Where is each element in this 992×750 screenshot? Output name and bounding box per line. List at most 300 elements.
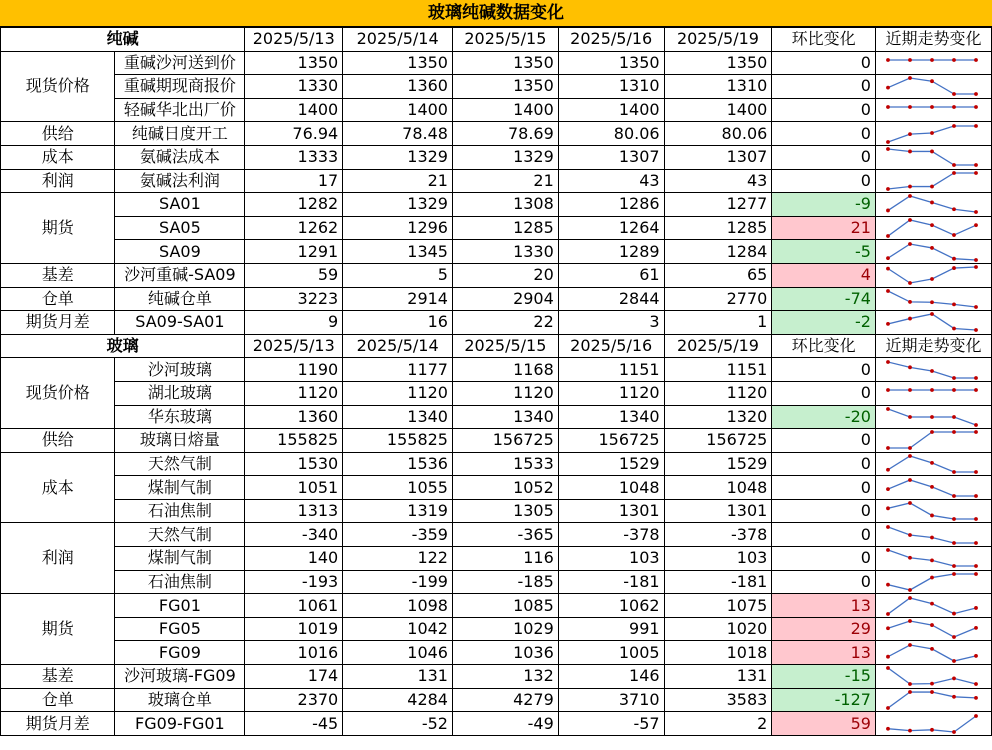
table-row [1,287,992,311]
value-cell: 9 [245,311,343,335]
table-row [1,641,992,665]
change-cell: 0 [772,358,876,382]
value-cell: 156725 [452,429,558,453]
sparkline [876,123,991,145]
date-header: 2025/5/13 [245,334,343,358]
value-cell: 1285 [664,216,772,240]
sparkline-point [930,201,934,205]
category-cell: 现货价格 [1,51,115,122]
value-cell: 156725 [664,429,772,453]
category-cell: 供给 [1,429,115,453]
sparkline-cell [875,240,991,264]
sparkline-point [908,150,912,154]
sparkline-point [908,281,912,285]
value-cell: 3223 [245,287,343,311]
value-cell: 1286 [558,193,664,217]
section-header-row [1,28,992,52]
sparkline-cell [875,476,991,500]
sparkline [876,477,991,499]
item-cell: 沙河玻璃 [115,358,245,382]
date-header: 2025/5/16 [558,28,664,52]
value-cell: 1305 [452,499,558,523]
date-header: 2025/5/19 [664,334,772,358]
sparkline-point [930,246,934,250]
sparkline-point [952,233,956,237]
value-cell: 122 [343,547,453,571]
change-cell: -127 [772,688,876,712]
sparkline-point [974,682,978,686]
sparkline-point [930,150,934,154]
sparkline-point [974,430,978,434]
change-cell: 0 [772,523,876,547]
table-row [1,665,992,689]
item-cell: SA09 [115,240,245,264]
value-cell: 17 [245,169,343,193]
sparkline-point [908,300,912,304]
table-row [1,311,992,335]
value-cell: 1018 [664,641,772,665]
sparkline-point [886,655,890,659]
value-cell: 1048 [664,476,772,500]
table-row [1,75,992,99]
value-cell: 155825 [245,429,343,453]
value-cell: 1350 [452,51,558,75]
value-cell: 146 [558,665,664,689]
sparkline-cell [875,51,991,75]
sparkline-point [930,223,934,227]
date-header: 2025/5/19 [664,28,772,52]
item-cell: 煤制气制 [115,547,245,571]
sparkline-cell [875,122,991,146]
sparkline-point [930,485,934,489]
sparkline-cell [875,358,991,382]
table-row [1,240,992,264]
sparkline-point [908,454,912,458]
sparkline-point [908,643,912,647]
sparkline-line [888,550,976,566]
sparkline [876,241,991,263]
value-cell: 1055 [343,476,453,500]
value-cell: 1301 [664,499,772,523]
sparkline-point [952,266,956,270]
value-cell: 1061 [245,594,343,618]
value-cell: 155825 [343,429,453,453]
sparkline-point [974,305,978,309]
value-cell: 43 [664,169,772,193]
change-cell: -74 [772,287,876,311]
value-cell: 131 [343,665,453,689]
value-cell: 1536 [343,452,453,476]
change-cell: 0 [772,75,876,99]
sparkline [876,429,991,451]
sparkline-point [974,211,978,215]
sparkline-point [908,682,912,686]
sparkline [876,217,991,239]
sparkline-cell [875,381,991,405]
sparkline-point [930,430,934,434]
change-cell: 0 [772,547,876,571]
value-cell: 1282 [245,193,343,217]
sparkline-point [974,564,978,568]
change-cell: 13 [772,594,876,618]
value-cell: 1291 [245,240,343,264]
value-cell: 1085 [452,594,558,618]
sparkline-point [952,124,956,128]
value-cell: 1340 [452,405,558,429]
sparkline-point [886,58,890,62]
date-header: 2025/5/16 [558,334,664,358]
sparkline-point [908,105,912,109]
sparkline [876,500,991,522]
sparkline-point [974,470,978,474]
value-cell: -359 [343,523,453,547]
value-cell: 1120 [558,381,664,405]
sparkline-cell [875,594,991,618]
sparkline-point [930,131,934,135]
sparkline-point [908,478,912,482]
sparkline-point [930,461,934,465]
sparkline [876,170,991,192]
value-cell: 3710 [558,688,664,712]
sparkline-line [888,220,976,236]
value-cell: 1 [664,311,772,335]
change-cell: -9 [772,193,876,217]
table-row [1,688,992,712]
sparkline-point [886,583,890,587]
value-cell: 2904 [452,287,558,311]
sparkline-point [974,105,978,109]
sparkline-point [930,690,934,694]
item-cell: 华东玻璃 [115,405,245,429]
change-cell: 21 [772,216,876,240]
sparkline-point [952,611,956,615]
value-cell: 1052 [452,476,558,500]
value-cell: 1400 [343,98,453,122]
date-header: 2025/5/15 [452,334,558,358]
sparkline-point [974,171,978,175]
value-cell: 1529 [558,452,664,476]
sparkline-point [952,677,956,681]
sparkline-point [908,728,912,732]
sparkline-point [952,327,956,331]
date-header: 2025/5/14 [343,28,453,52]
sparkline-point [974,626,978,630]
item-cell: FG09 [115,641,245,665]
table-row [1,216,992,240]
sparkline-cell [875,523,991,547]
sparkline-line [888,291,976,307]
sparkline-point [908,501,912,505]
sparkline-point [952,494,956,498]
value-cell: 80.06 [558,122,664,146]
sparkline-point [886,267,890,271]
sparkline-point [930,58,934,62]
sparkline-point [930,682,934,686]
sparkline [876,288,991,310]
value-cell: 4284 [343,688,453,712]
value-cell: 43 [558,169,664,193]
value-cell: 2914 [343,287,453,311]
table-row [1,358,992,382]
sparkline-cell [875,429,991,453]
table-row [1,570,992,594]
sparkline-point [952,541,956,545]
value-cell: 1350 [558,51,664,75]
sparkline-point [974,541,978,545]
sparkline-point [974,258,978,262]
sparkline-point [908,388,912,392]
category-cell: 基差 [1,665,115,689]
sparkline-point [974,376,978,380]
category-cell: 利润 [1,169,115,193]
value-cell: 21 [452,169,558,193]
sparkline-line [888,527,976,543]
value-cell: 5 [343,263,453,287]
sparkline-point [908,58,912,62]
item-cell: 纯碱仓单 [115,287,245,311]
sparkline-point [930,647,934,651]
value-cell: 3583 [664,688,772,712]
value-cell: 1400 [664,98,772,122]
value-cell: 21 [343,169,453,193]
value-cell: 1262 [245,216,343,240]
value-cell: 1307 [664,145,772,169]
sparkline-point [886,140,890,144]
table-row [1,547,992,571]
sparkline-point [952,302,956,306]
category-cell: 仓单 [1,287,115,311]
value-cell: 1329 [343,145,453,169]
change-cell: 59 [772,712,876,736]
sparkline [876,406,991,428]
value-cell: 1307 [558,145,664,169]
sparkline [876,193,991,215]
sparkline-point [908,195,912,199]
sparkline-cell [875,570,991,594]
change-cell: 0 [772,570,876,594]
sparkline [876,547,991,569]
sparkline-cell [875,216,991,240]
sparkline-point [886,507,890,511]
value-cell: 156725 [558,429,664,453]
sparkline-point [952,635,956,639]
section-header-row [1,334,992,358]
value-cell: 1296 [343,216,453,240]
sparkline-point [886,666,890,670]
sparkline-point [908,690,912,694]
value-cell: -52 [343,712,453,736]
sparkline-point [974,223,978,227]
sparkline [876,99,991,121]
value-cell: 1400 [558,98,664,122]
change-cell: 0 [772,499,876,523]
sparkline-line [888,692,976,708]
sparkline [876,713,991,735]
sparkline-point [974,124,978,128]
sparkline-point [886,187,890,191]
change-cell: 29 [772,617,876,641]
table-row [1,122,992,146]
value-cell: 1151 [664,358,772,382]
sparkline [876,618,991,640]
value-cell: 1020 [664,617,772,641]
sparkline-point [886,612,890,616]
value-cell: 1340 [343,405,453,429]
value-cell: 1533 [452,452,558,476]
value-cell: 2370 [245,688,343,712]
sparkline-point [974,696,978,700]
value-cell: 1310 [664,75,772,99]
value-cell: 76.94 [245,122,343,146]
sparkline [876,453,991,475]
sparkline-cell [875,287,991,311]
sparkline-point [930,601,934,605]
value-cell: 1345 [343,240,453,264]
value-cell: -185 [452,570,558,594]
sparkline-point [952,470,956,474]
sparkline-point [952,572,956,576]
value-cell: 1350 [343,51,453,75]
item-cell: 重碱期现商报价 [115,75,245,99]
sparkline-point [930,514,934,518]
category-cell: 期货月差 [1,311,115,335]
category-cell: 成本 [1,145,115,169]
value-cell: -378 [664,523,772,547]
table-row [1,712,992,736]
change-header: 环比变化 [772,28,876,52]
sparkline-point [974,606,978,610]
sparkline-point [886,626,890,630]
sparkline-point [974,654,978,658]
item-cell: 沙河重碱-SA09 [115,263,245,287]
table-row [1,381,992,405]
sparkline-point [908,446,912,450]
sparkline-cell [875,98,991,122]
value-cell: 1042 [343,617,453,641]
sparkline-point [908,556,912,560]
value-cell: 1177 [343,358,453,382]
table-row [1,145,992,169]
value-cell: 3 [558,311,664,335]
sparkline-point [952,58,956,62]
value-cell: 80.06 [664,122,772,146]
value-cell: 65 [664,263,772,287]
sparkline-point [952,208,956,212]
sparkline-point [886,147,890,151]
category-cell: 现货价格 [1,358,115,429]
sparkline-cell [875,665,991,689]
value-cell: -49 [452,712,558,736]
value-cell: 1120 [245,381,343,405]
value-cell: 1046 [343,641,453,665]
sparkline-point [974,58,978,62]
value-cell: 1360 [245,405,343,429]
change-header: 环比变化 [772,334,876,358]
sparkline-cell [875,145,991,169]
value-cell: 2844 [558,287,664,311]
value-cell: 22 [452,311,558,335]
change-cell: -20 [772,405,876,429]
item-cell: 玻璃仓单 [115,688,245,712]
change-cell: 0 [772,51,876,75]
sparkline-point [930,535,934,539]
sparkline-point [908,317,912,321]
item-cell: SA01 [115,193,245,217]
sparkline-point [974,423,978,427]
sparkline-point [886,525,890,529]
change-cell: 0 [772,452,876,476]
sparkline-point [974,388,978,392]
category-cell: 基差 [1,263,115,287]
value-cell: 1051 [245,476,343,500]
category-cell: 供给 [1,122,115,146]
data-table [0,27,992,736]
sparkline [876,382,991,404]
category-cell: 仓单 [1,688,115,712]
sparkline [876,595,991,617]
value-cell: 1330 [245,75,343,99]
sparkline-point [952,415,956,419]
value-cell: 1048 [558,476,664,500]
change-cell: 0 [772,122,876,146]
table-row [1,51,992,75]
table-row [1,405,992,429]
sparkline-point [930,184,934,188]
sparkline-point [886,289,890,293]
category-cell: 利润 [1,523,115,594]
value-cell: 61 [558,263,664,287]
trend-header: 近期走势变化 [875,334,991,358]
change-cell: -15 [772,665,876,689]
value-cell: 103 [664,547,772,571]
sparkline-point [952,430,956,434]
item-cell: 天然气制 [115,523,245,547]
section-name: 纯碱 [1,28,245,52]
sparkline-point [886,487,890,491]
value-cell: 1319 [343,499,453,523]
sparkline-point [908,242,912,246]
item-cell: 氨碱法利润 [115,169,245,193]
sparkline-point [908,77,912,81]
value-cell: -193 [245,570,343,594]
sparkline-point [952,105,956,109]
sparkline-point [930,388,934,392]
value-cell: 1350 [664,51,772,75]
sparkline-point [930,559,934,563]
category-cell: 成本 [1,452,115,523]
value-cell: 174 [245,665,343,689]
value-cell: 2 [664,712,772,736]
value-cell: 131 [664,665,772,689]
value-cell: 59 [245,263,343,287]
date-header: 2025/5/15 [452,28,558,52]
value-cell: -45 [245,712,343,736]
sparkline-point [952,171,956,175]
value-cell: 1350 [452,75,558,99]
sparkline-point [908,619,912,623]
value-cell: 1400 [245,98,343,122]
sparkline-point [908,218,912,222]
value-cell: 1120 [664,381,772,405]
change-cell: 13 [772,641,876,665]
sparkline [876,52,991,74]
value-cell: 2770 [664,287,772,311]
sparkline-cell [875,547,991,571]
sparkline-point [886,209,890,213]
table-row [1,169,992,193]
value-cell: 1313 [245,499,343,523]
value-cell: 991 [558,617,664,641]
